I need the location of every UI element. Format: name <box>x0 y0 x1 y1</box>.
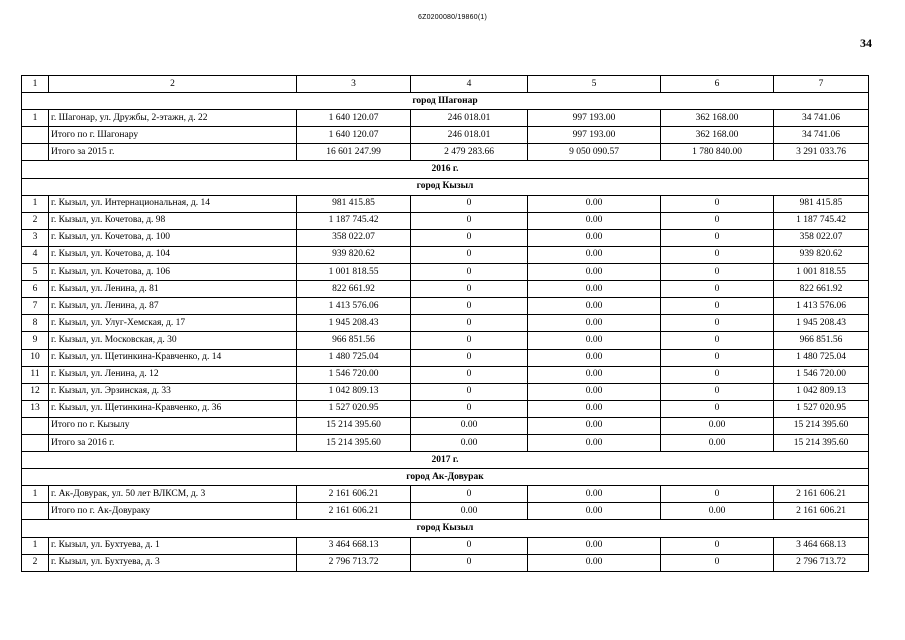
col5-value: 0.00 <box>528 383 661 400</box>
col4-value: 0.00 <box>411 434 528 451</box>
section-title: 2017 г. <box>22 452 869 469</box>
table-row <box>22 332 869 349</box>
section-header-row <box>22 469 869 486</box>
col6-value: 0 <box>661 246 774 263</box>
col7-value: 3 464 668.13 <box>774 537 869 554</box>
col7-value: 1 546 720.00 <box>774 366 869 383</box>
col4-value: 0 <box>411 332 528 349</box>
row-number <box>22 127 49 144</box>
section-header-row <box>22 520 869 537</box>
col5-value: 0.00 <box>528 246 661 263</box>
column-number: 3 <box>297 76 411 93</box>
row-number: 2 <box>22 212 49 229</box>
address-cell: г. Кызыл, ул. Ленина, д. 87 <box>49 298 297 315</box>
col4-value: 0 <box>411 383 528 400</box>
col7-value: 2 161 606.21 <box>774 486 869 503</box>
row-number <box>22 434 49 451</box>
address-cell: г. Кызыл, ул. Бухтуева, д. 1 <box>49 537 297 554</box>
col4-value: 0 <box>411 195 528 212</box>
col4-value: 0 <box>411 315 528 332</box>
col3-value: 358 022.07 <box>297 229 411 246</box>
section-title: город Ак-Довурак <box>22 469 869 486</box>
col7-value: 2 796 713.72 <box>774 554 869 571</box>
col4-value: 0 <box>411 212 528 229</box>
address-cell: Итого за 2016 г. <box>49 434 297 451</box>
table-row <box>22 110 869 127</box>
col6-value: 0 <box>661 554 774 571</box>
col7-value: 1 527 020.95 <box>774 400 869 417</box>
col7-value: 1 480 725.04 <box>774 349 869 366</box>
address-cell: г. Кызыл, ул. Интернациональная, д. 14 <box>49 195 297 212</box>
address-cell: г. Кызыл, ул. Кочетова, д. 104 <box>49 246 297 263</box>
col4-value: 0 <box>411 298 528 315</box>
col4-value: 0 <box>411 366 528 383</box>
section-title: город Шагонар <box>22 93 869 110</box>
col6-value: 0 <box>661 298 774 315</box>
col5-value: 0.00 <box>528 349 661 366</box>
col5-value: 997 193.00 <box>528 127 661 144</box>
col4-value: 246 018.01 <box>411 110 528 127</box>
col6-value: 0 <box>661 400 774 417</box>
col6-value: 0 <box>661 212 774 229</box>
col4-value: 0 <box>411 246 528 263</box>
table-row <box>22 503 869 520</box>
col7-value: 1 042 809.13 <box>774 383 869 400</box>
row-number: 5 <box>22 264 49 281</box>
table-row <box>22 127 869 144</box>
col6-value: 0 <box>661 315 774 332</box>
col5-value: 0.00 <box>528 486 661 503</box>
col4-value: 0 <box>411 281 528 298</box>
table-row <box>22 554 869 571</box>
col7-value: 822 661.92 <box>774 281 869 298</box>
col3-value: 1 001 818.55 <box>297 264 411 281</box>
row-number: 12 <box>22 383 49 400</box>
row-number: 3 <box>22 229 49 246</box>
col3-value: 15 214 395.60 <box>297 417 411 434</box>
col6-value: 0 <box>661 486 774 503</box>
col3-value: 1 480 725.04 <box>297 349 411 366</box>
table-row <box>22 417 869 434</box>
col7-value: 2 161 606.21 <box>774 503 869 520</box>
col6-value: 0.00 <box>661 417 774 434</box>
col7-value: 15 214 395.60 <box>774 434 869 451</box>
col3-value: 15 214 395.60 <box>297 434 411 451</box>
section-header-row <box>22 161 869 178</box>
row-number: 9 <box>22 332 49 349</box>
col5-value: 997 193.00 <box>528 110 661 127</box>
col4-value: 246 018.01 <box>411 127 528 144</box>
col3-value: 16 601 247.99 <box>297 144 411 161</box>
row-number <box>22 503 49 520</box>
address-cell: г. Кызыл, ул. Кочетова, д. 98 <box>49 212 297 229</box>
col5-value: 0.00 <box>528 229 661 246</box>
col4-value: 0 <box>411 400 528 417</box>
table-row <box>22 264 869 281</box>
col4-value: 0.00 <box>411 417 528 434</box>
col6-value: 0 <box>661 383 774 400</box>
col6-value: 0 <box>661 264 774 281</box>
row-number: 7 <box>22 298 49 315</box>
table-row <box>22 298 869 315</box>
col4-value: 0 <box>411 349 528 366</box>
table-row <box>22 315 869 332</box>
column-number-row <box>22 76 869 93</box>
col4-value: 0.00 <box>411 503 528 520</box>
col4-value: 0 <box>411 264 528 281</box>
col3-value: 1 042 809.13 <box>297 383 411 400</box>
column-number: 2 <box>49 76 297 93</box>
section-title: город Кызыл <box>22 520 869 537</box>
address-cell: Итого по г. Ак-Довураку <box>49 503 297 520</box>
col7-value: 1 413 576.06 <box>774 298 869 315</box>
row-number: 1 <box>22 486 49 503</box>
address-cell: г. Кызыл, ул. Щетинкина-Кравченко, д. 36 <box>49 400 297 417</box>
col7-value: 358 022.07 <box>774 229 869 246</box>
col5-value: 0.00 <box>528 212 661 229</box>
table-row <box>22 195 869 212</box>
col6-value: 0.00 <box>661 503 774 520</box>
section-header-row <box>22 178 869 195</box>
col5-value: 9 050 090.57 <box>528 144 661 161</box>
col5-value: 0.00 <box>528 417 661 434</box>
row-number: 8 <box>22 315 49 332</box>
col7-value: 3 291 033.76 <box>774 144 869 161</box>
col6-value: 0 <box>661 229 774 246</box>
col5-value: 0.00 <box>528 400 661 417</box>
col6-value: 0 <box>661 366 774 383</box>
section-title: город Кызыл <box>22 178 869 195</box>
table-body <box>22 76 869 572</box>
address-cell: г. Кызыл, ул. Кочетова, д. 106 <box>49 264 297 281</box>
col3-value: 822 661.92 <box>297 281 411 298</box>
col6-value: 0 <box>661 281 774 298</box>
col5-value: 0.00 <box>528 298 661 315</box>
row-number: 4 <box>22 246 49 263</box>
address-cell: г. Кызыл, ул. Бухтуева, д. 3 <box>49 554 297 571</box>
col3-value: 1 187 745.42 <box>297 212 411 229</box>
col4-value: 0 <box>411 229 528 246</box>
col6-value: 0.00 <box>661 434 774 451</box>
row-number: 2 <box>22 554 49 571</box>
col5-value: 0.00 <box>528 332 661 349</box>
col3-value: 1 413 576.06 <box>297 298 411 315</box>
col6-value: 1 780 840.00 <box>661 144 774 161</box>
col7-value: 1 187 745.42 <box>774 212 869 229</box>
table-row <box>22 212 869 229</box>
col5-value: 0.00 <box>528 264 661 281</box>
col6-value: 0 <box>661 349 774 366</box>
col3-value: 981 415.85 <box>297 195 411 212</box>
address-cell: г. Кызыл, ул. Щетинкина-Кравченко, д. 14 <box>49 349 297 366</box>
column-number: 5 <box>528 76 661 93</box>
section-title: 2016 г. <box>22 161 869 178</box>
register-table <box>21 75 869 572</box>
col7-value: 34 741.06 <box>774 127 869 144</box>
col3-value: 1 945 208.43 <box>297 315 411 332</box>
row-number: 13 <box>22 400 49 417</box>
table-row <box>22 144 869 161</box>
row-number: 1 <box>22 195 49 212</box>
col5-value: 0.00 <box>528 366 661 383</box>
col3-value: 2 796 713.72 <box>297 554 411 571</box>
address-cell: г. Кызыл, ул. Ленина, д. 81 <box>49 281 297 298</box>
col5-value: 0.00 <box>528 554 661 571</box>
table-row <box>22 246 869 263</box>
col4-value: 0 <box>411 486 528 503</box>
address-cell: г. Кызыл, ул. Кочетова, д. 100 <box>49 229 297 246</box>
section-header-row <box>22 452 869 469</box>
col4-value: 2 479 283.66 <box>411 144 528 161</box>
col7-value: 34 741.06 <box>774 110 869 127</box>
row-number: 1 <box>22 110 49 127</box>
table-row <box>22 400 869 417</box>
col5-value: 0.00 <box>528 503 661 520</box>
section-header-row <box>22 93 869 110</box>
col5-value: 0.00 <box>528 195 661 212</box>
document-id: 6Z0200080/19860(1) <box>418 14 487 21</box>
column-number: 4 <box>411 76 528 93</box>
column-number: 7 <box>774 76 869 93</box>
row-number: 1 <box>22 537 49 554</box>
row-number: 11 <box>22 366 49 383</box>
row-number <box>22 144 49 161</box>
address-cell: г. Кызыл, ул. Улуг-Хемская, д. 17 <box>49 315 297 332</box>
col4-value: 0 <box>411 537 528 554</box>
col7-value: 939 820.62 <box>774 246 869 263</box>
col7-value: 15 214 395.60 <box>774 417 869 434</box>
table-row <box>22 229 869 246</box>
table-row <box>22 383 869 400</box>
col6-value: 362 168.00 <box>661 110 774 127</box>
address-cell: г. Кызыл, ул. Эрзинская, д. 33 <box>49 383 297 400</box>
col3-value: 1 546 720.00 <box>297 366 411 383</box>
row-number: 6 <box>22 281 49 298</box>
col3-value: 1 527 020.95 <box>297 400 411 417</box>
table-row <box>22 349 869 366</box>
col3-value: 1 640 120.07 <box>297 127 411 144</box>
address-cell: г. Шагонар, ул. Дружбы, 2-этажн, д. 22 <box>49 110 297 127</box>
column-number: 1 <box>22 76 49 93</box>
address-cell: Итого по г. Кызылу <box>49 417 297 434</box>
address-cell: г. Кызыл, ул. Московская, д. 30 <box>49 332 297 349</box>
col4-value: 0 <box>411 554 528 571</box>
table-row <box>22 366 869 383</box>
col5-value: 0.00 <box>528 315 661 332</box>
col7-value: 981 415.85 <box>774 195 869 212</box>
col3-value: 1 640 120.07 <box>297 110 411 127</box>
col6-value: 0 <box>661 537 774 554</box>
col3-value: 966 851.56 <box>297 332 411 349</box>
col6-value: 0 <box>661 332 774 349</box>
table-row <box>22 537 869 554</box>
col6-value: 362 168.00 <box>661 127 774 144</box>
col7-value: 966 851.56 <box>774 332 869 349</box>
table-row <box>22 486 869 503</box>
address-cell: г. Ак-Довурак, ул. 50 лет ВЛКСМ, д. 3 <box>49 486 297 503</box>
col3-value: 939 820.62 <box>297 246 411 263</box>
col6-value: 0 <box>661 195 774 212</box>
page-number: 34 <box>860 36 872 50</box>
row-number <box>22 417 49 434</box>
table-row <box>22 434 869 451</box>
col5-value: 0.00 <box>528 434 661 451</box>
address-cell: Итого за 2015 г. <box>49 144 297 161</box>
row-number: 10 <box>22 349 49 366</box>
col5-value: 0.00 <box>528 537 661 554</box>
address-cell: г. Кызыл, ул. Ленина, д. 12 <box>49 366 297 383</box>
col7-value: 1 001 818.55 <box>774 264 869 281</box>
col3-value: 3 464 668.13 <box>297 537 411 554</box>
address-cell: Итого по г. Шагонару <box>49 127 297 144</box>
table-row <box>22 281 869 298</box>
col3-value: 2 161 606.21 <box>297 503 411 520</box>
col7-value: 1 945 208.43 <box>774 315 869 332</box>
col3-value: 2 161 606.21 <box>297 486 411 503</box>
column-number: 6 <box>661 76 774 93</box>
col5-value: 0.00 <box>528 281 661 298</box>
